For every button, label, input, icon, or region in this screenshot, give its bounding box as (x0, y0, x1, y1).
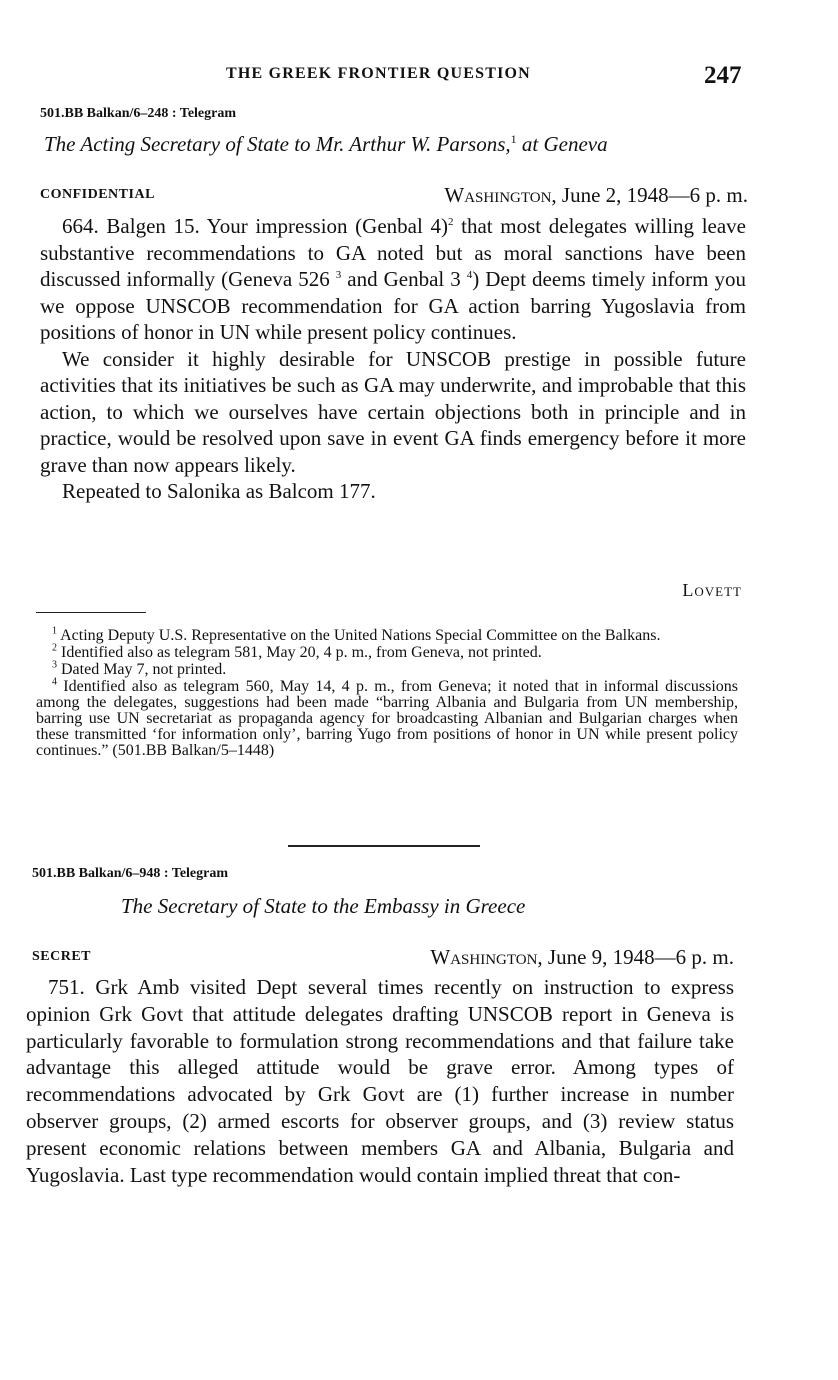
footnote-number: 1 (52, 625, 57, 637)
footnote-ref-3: 3 (335, 269, 342, 281)
footnote-2 (36, 642, 738, 661)
doc1-signature: Lovett (682, 580, 742, 600)
doc2-classification: SECRET (32, 949, 92, 964)
doc1-dateline (40, 183, 748, 209)
doc1-p1-part-d: ) Dept deems timely inform you we oppose UNSCOB recommendation for GA action barring Yugoslavia from positions of honor in UN while present policy continues. (40, 267, 747, 344)
doc1-p1-part-b: that most delegates willing leave substantive recommendations to GA noted but as moral sanctions have been discussed informally (Geneva 526 (40, 214, 746, 291)
footnote-number: 3 (52, 659, 57, 671)
footnote-text: Acting Deputy U.S. Representative on the United Nations Special Committee on the Balkans. (60, 627, 661, 644)
doc1-paragraph-3: Repeated to Salonika as Balcom 177. (62, 479, 376, 503)
doc1-date: , June 2, 1948—6 p. m. (551, 183, 748, 207)
footnote-4 (36, 676, 739, 759)
doc1-p1-part-a: 664. Balgen 15. Your impression (Genbal 4) (62, 214, 448, 238)
doc1-file-reference: 501.BB Balkan/6–248 : Telegram (40, 106, 237, 121)
doc2-date: , June 9, 1948—6 p. m. (537, 945, 734, 969)
doc1-place: Washington (444, 183, 552, 207)
footnote-ref-2: 2 (447, 216, 454, 228)
doc2-paragraph-1: 751. Grk Amb visited Dept several times recently on instruction to express opinion Grk Govt that attitude delegates drafting UNSCOB report in Geneva is particularly favorable to formulation strong recommendations and that failure take advantage this alleged attitude would be grave error. Among types of recommendations advocated by Grk Govt are (1) further increase in number observer groups, (2) armed escorts for observer groups, and (3) review status present economic relations between members GA and Albania, Bulgaria and Yugoslavia. Last type recommendation would contain implied threat that con- (26, 975, 734, 1187)
footnote-ref-4: 4 (466, 269, 473, 281)
doc1-title-footnote-ref: 1 (510, 132, 517, 146)
footnote-text: Dated May 7, not printed. (61, 661, 227, 678)
doc2-place-date (430, 945, 734, 970)
doc1-place-date (444, 183, 748, 208)
doc2-place: Washington (430, 945, 538, 969)
doc1-title-text: The Acting Secretary of State to Mr. Arthur W. Parsons, (44, 132, 511, 156)
doc2-body (26, 974, 734, 1188)
doc2-file-reference: 501.BB Balkan/6–948 : Telegram (32, 866, 229, 881)
page-number: 247 (704, 62, 742, 89)
footnote-number: 2 (52, 642, 57, 654)
footnotes (36, 625, 739, 760)
doc2-dateline (32, 945, 734, 971)
doc1-body (40, 213, 746, 505)
footnote-text: Identified also as telegram 581, May 20, 4 p. m., from Geneva, not printed. (61, 644, 542, 661)
footnote-1 (36, 625, 738, 644)
footnote-3 (36, 659, 738, 678)
page-header (0, 62, 838, 92)
running-title: THE GREEK FRONTIER QUESTION (226, 65, 531, 82)
footnote-text: Identified also as telegram 560, May 14, 4 p. m., from Geneva; it noted that in informal discussions among the delegates, suggestions had been made “barring Albania and Bulgaria from UN membership, barring use UN secretariat as propaganda agency for broadcasting Albanian and Bulgarian charges when these transmitted ‘for information only’, barring Yugo from positions of honor in UN while present policy continues.” (501.BB Balkan/5–1448) (36, 678, 739, 759)
doc1-classification: CONFIDENTIAL (40, 187, 155, 202)
doc1-paragraph-1 (40, 213, 746, 346)
doc1-p1-part-c: and Genbal 3 (341, 267, 461, 291)
doc2-title: The Secretary of State to the Embassy in Greece (121, 894, 526, 918)
section-divider (288, 845, 480, 847)
footnote-divider (36, 612, 146, 613)
doc1-paragraph-2: We consider it highly desirable for UNSCOB prestige in possible future activities that its initiatives be such as GA may underwrite, and improbable that this action, to which we ourselves have certain objections both in principle and in practice, would be resolved upon save in event GA finds emergency before it more grave than now appears likely. (40, 346, 746, 477)
doc1-title-tail: at Geneva (516, 132, 608, 156)
doc1-title (44, 132, 608, 157)
footnote-number: 4 (52, 676, 57, 688)
